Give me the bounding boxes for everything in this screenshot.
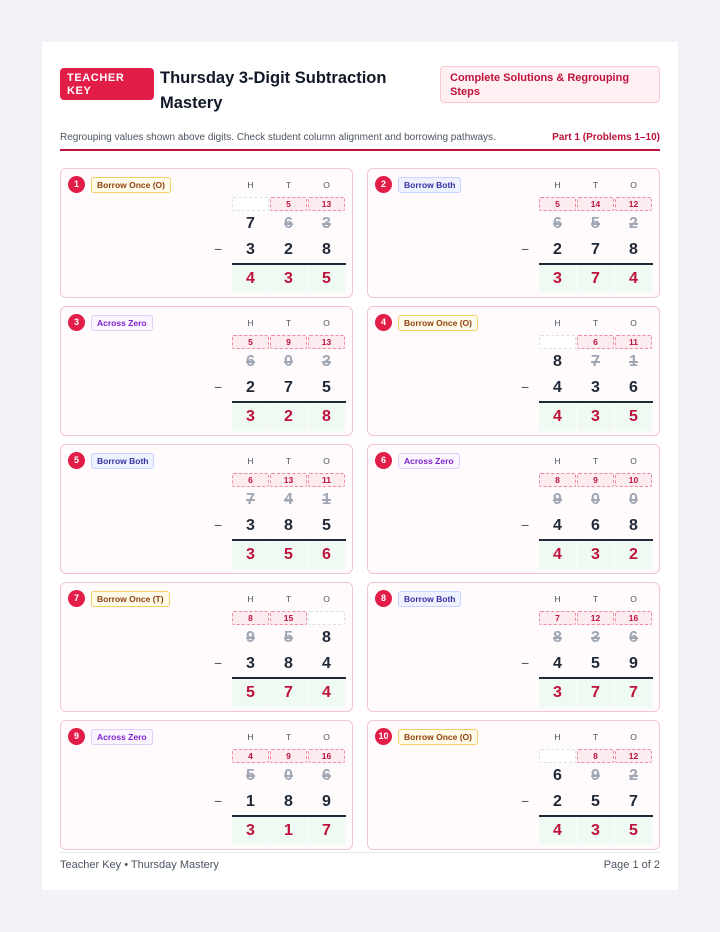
subtraction-problem <box>214 732 346 845</box>
minuend-digit: 8 <box>322 629 331 646</box>
answer-digit: 4 <box>232 265 269 293</box>
minus-sign: − <box>214 793 223 809</box>
answer-digit: 2 <box>615 541 652 569</box>
subtrahend-digit: 9 <box>322 793 331 810</box>
answer-digit: 3 <box>270 265 307 293</box>
strategy-tag: Across Zero <box>91 315 153 331</box>
minuend-digit: 5 <box>591 215 600 232</box>
column-label: O <box>323 456 330 466</box>
subtraction-problem <box>521 318 653 431</box>
subtrahend-digit: 1 <box>246 793 255 810</box>
answer-digit: 7 <box>577 265 614 293</box>
minus-sign: − <box>214 517 223 533</box>
regroup-value: 12 <box>615 197 652 211</box>
subtrahend-digit: 2 <box>553 793 562 810</box>
instructions-text: Regrouping values shown above digits. Check student column alignment and borrowing pathways. <box>60 132 496 143</box>
regroup-value: 8 <box>577 749 614 763</box>
minuend-digit: 0 <box>284 353 293 370</box>
minuend-digit: 6 <box>246 353 255 370</box>
subheader <box>60 132 660 151</box>
regroup-value: 7 <box>539 611 576 625</box>
answer-digit: 3 <box>232 817 269 845</box>
column-label: T <box>592 318 599 328</box>
subtrahend-digit: 7 <box>591 241 600 258</box>
problem-grid <box>60 168 660 850</box>
regroup-value: 9 <box>577 473 614 487</box>
subtraction-problem <box>214 594 346 707</box>
subtrahend-digit: 5 <box>322 379 331 396</box>
problem-number: 3 <box>68 314 85 331</box>
regroup-value: 4 <box>232 749 269 763</box>
subtraction-problem <box>521 180 653 293</box>
answer-digit: 3 <box>577 541 614 569</box>
subtraction-problem <box>521 456 653 569</box>
regroup-value: 16 <box>615 611 652 625</box>
subtraction-problem <box>214 456 346 569</box>
subtrahend-digit: 4 <box>553 655 562 672</box>
subtrahend-digit: 4 <box>322 655 331 672</box>
answer-digit: 7 <box>577 679 614 707</box>
answer-digit: 3 <box>577 403 614 431</box>
answer-digit: 3 <box>539 679 576 707</box>
subtrahend-digit: 3 <box>246 241 255 258</box>
minuend-digit: 9 <box>246 629 255 646</box>
minuend-digit: 8 <box>553 629 562 646</box>
subtrahend-digit: 8 <box>284 655 293 672</box>
column-label: O <box>323 318 330 328</box>
column-label: H <box>247 180 254 190</box>
regroup-value: 5 <box>539 197 576 211</box>
minuend-digit: 3 <box>322 353 331 370</box>
column-label: T <box>285 594 292 604</box>
problem-number: 1 <box>68 176 85 193</box>
strategy-tag: Across Zero <box>398 453 460 469</box>
column-label: T <box>285 180 292 190</box>
strategy-tag: Borrow Both <box>398 177 461 193</box>
minuend-digit: 8 <box>553 353 562 370</box>
column-label: O <box>630 456 637 466</box>
problem-card <box>367 720 660 850</box>
subtrahend-digit: 8 <box>284 793 293 810</box>
regroup-value <box>232 197 269 211</box>
column-label: H <box>554 318 561 328</box>
answer-digit: 4 <box>539 403 576 431</box>
minuend-digit: 9 <box>553 491 562 508</box>
subtrahend-digit: 8 <box>284 517 293 534</box>
column-label: T <box>285 456 292 466</box>
answer-digit: 3 <box>539 265 576 293</box>
subtrahend-digit: 7 <box>284 379 293 396</box>
subtrahend-digit: 2 <box>553 241 562 258</box>
column-label: O <box>323 180 330 190</box>
column-label: O <box>323 732 330 742</box>
problem-number: 4 <box>375 314 392 331</box>
minuend-digit: 5 <box>246 767 255 784</box>
regroup-value: 13 <box>308 197 345 211</box>
column-label: H <box>247 732 254 742</box>
regroup-value: 13 <box>270 473 307 487</box>
regroup-value: 8 <box>539 473 576 487</box>
regroup-value <box>539 335 576 349</box>
subtrahend-digit: 3 <box>246 517 255 534</box>
page-number: Page 1 of 2 <box>603 859 660 871</box>
subtrahend-digit: 3 <box>246 655 255 672</box>
column-label: H <box>247 594 254 604</box>
problem-card <box>60 168 353 298</box>
minuend-digit: 4 <box>284 491 293 508</box>
strategy-tag: Borrow Both <box>398 591 461 607</box>
regroup-value: 16 <box>308 749 345 763</box>
minus-sign: − <box>214 379 223 395</box>
problem-number: 10 <box>375 728 392 745</box>
strategy-tag: Borrow Both <box>91 453 154 469</box>
page-footer <box>60 852 660 871</box>
minuend-digit: 0 <box>284 767 293 784</box>
regroup-value: 8 <box>232 611 269 625</box>
column-label: O <box>323 594 330 604</box>
minuend-digit: 6 <box>322 767 331 784</box>
subtrahend-digit: 5 <box>591 655 600 672</box>
column-label: T <box>592 456 599 466</box>
regroup-value <box>308 611 345 625</box>
subtrahend-digit: 7 <box>629 793 638 810</box>
subtrahend-digit: 5 <box>591 793 600 810</box>
subtrahend-digit: 6 <box>591 517 600 534</box>
column-label: O <box>630 318 637 328</box>
minuend-digit: 0 <box>591 491 600 508</box>
problem-card <box>60 444 353 574</box>
minuend-digit: 7 <box>246 215 255 232</box>
regroup-value: 5 <box>270 197 307 211</box>
minuend-digit: 9 <box>591 767 600 784</box>
problem-number: 2 <box>375 176 392 193</box>
minus-sign: − <box>214 655 223 671</box>
problem-number: 5 <box>68 452 85 469</box>
regroup-value: 9 <box>270 335 307 349</box>
subtrahend-digit: 8 <box>322 241 331 258</box>
minuend-digit: 1 <box>322 491 331 508</box>
subtraction-problem <box>521 594 653 707</box>
minus-sign: − <box>521 655 530 671</box>
regroup-value: 12 <box>615 749 652 763</box>
minuend-digit: 2 <box>629 215 638 232</box>
minuend-digit: 6 <box>553 767 562 784</box>
minus-sign: − <box>521 517 530 533</box>
regroup-value: 9 <box>270 749 307 763</box>
problem-number: 8 <box>375 590 392 607</box>
regroup-value: 11 <box>308 473 345 487</box>
subtrahend-digit: 2 <box>246 379 255 396</box>
minuend-digit: 3 <box>591 629 600 646</box>
problem-card <box>60 582 353 712</box>
regroup-value: 6 <box>577 335 614 349</box>
column-label: H <box>247 318 254 328</box>
column-label: H <box>554 732 561 742</box>
minus-sign: − <box>521 379 530 395</box>
strategy-tag: Borrow Once (O) <box>398 729 478 745</box>
minus-sign: − <box>214 241 223 257</box>
answer-digit: 5 <box>308 265 345 293</box>
subtrahend-digit: 6 <box>629 379 638 396</box>
minuend-digit: 0 <box>629 491 638 508</box>
minuend-digit: 6 <box>629 629 638 646</box>
column-label: O <box>630 180 637 190</box>
answer-digit: 3 <box>232 541 269 569</box>
regroup-value: 6 <box>232 473 269 487</box>
answer-digit: 5 <box>270 541 307 569</box>
strategy-tag: Borrow Once (O) <box>398 315 478 331</box>
regroup-value: 12 <box>577 611 614 625</box>
strategy-tag: Borrow Once (T) <box>91 591 170 607</box>
solutions-callout: Complete Solutions & Regrouping Steps <box>440 66 660 103</box>
problem-number: 9 <box>68 728 85 745</box>
answer-digit: 8 <box>308 403 345 431</box>
minus-sign: − <box>521 241 530 257</box>
page-header <box>60 66 660 114</box>
subtrahend-digit: 4 <box>553 379 562 396</box>
subtraction-problem <box>214 318 346 431</box>
subtraction-problem <box>214 180 346 293</box>
answer-digit: 7 <box>270 679 307 707</box>
column-label: T <box>592 594 599 604</box>
column-label: O <box>630 732 637 742</box>
part-label: Part 1 (Problems 1–10) <box>552 132 660 143</box>
column-label: O <box>630 594 637 604</box>
column-label: T <box>285 318 292 328</box>
problem-number: 7 <box>68 590 85 607</box>
answer-digit: 4 <box>615 265 652 293</box>
column-label: H <box>247 456 254 466</box>
strategy-tag: Across Zero <box>91 729 153 745</box>
answer-digit: 7 <box>615 679 652 707</box>
column-label: T <box>592 180 599 190</box>
regroup-value <box>539 749 576 763</box>
footer-left: Teacher Key • Thursday Mastery <box>60 859 219 871</box>
minuend-digit: 7 <box>246 491 255 508</box>
answer-digit: 5 <box>232 679 269 707</box>
answer-digit: 5 <box>615 403 652 431</box>
answer-digit: 5 <box>615 817 652 845</box>
column-label: H <box>554 180 561 190</box>
problem-card <box>60 720 353 850</box>
minuend-digit: 2 <box>629 767 638 784</box>
column-label: T <box>285 732 292 742</box>
answer-digit: 2 <box>270 403 307 431</box>
regroup-value: 10 <box>615 473 652 487</box>
regroup-value: 13 <box>308 335 345 349</box>
subtrahend-digit: 2 <box>284 241 293 258</box>
page-title: Thursday 3-Digit Subtraction Mastery <box>160 69 387 112</box>
worksheet-page <box>42 42 678 890</box>
regroup-value: 15 <box>270 611 307 625</box>
subtrahend-digit: 4 <box>553 517 562 534</box>
answer-digit: 4 <box>539 541 576 569</box>
regroup-value: 14 <box>577 197 614 211</box>
subtrahend-digit: 8 <box>629 241 638 258</box>
answer-digit: 6 <box>308 541 345 569</box>
minuend-digit: 5 <box>284 629 293 646</box>
regroup-value: 5 <box>232 335 269 349</box>
minuend-digit: 3 <box>322 215 331 232</box>
column-label: H <box>554 594 561 604</box>
subtrahend-digit: 3 <box>591 379 600 396</box>
problem-card <box>367 582 660 712</box>
minuend-digit: 6 <box>553 215 562 232</box>
minuend-digit: 7 <box>591 353 600 370</box>
problem-card <box>367 306 660 436</box>
subtrahend-digit: 5 <box>322 517 331 534</box>
answer-digit: 1 <box>270 817 307 845</box>
answer-digit: 3 <box>577 817 614 845</box>
answer-digit: 4 <box>539 817 576 845</box>
problem-card <box>367 444 660 574</box>
problem-number: 6 <box>375 452 392 469</box>
answer-digit: 7 <box>308 817 345 845</box>
answer-digit: 3 <box>232 403 269 431</box>
minuend-digit: 1 <box>629 353 638 370</box>
problem-card <box>60 306 353 436</box>
subtraction-problem <box>521 732 653 845</box>
subtrahend-digit: 9 <box>629 655 638 672</box>
problem-card <box>367 168 660 298</box>
teacher-key-badge: TEACHER KEY <box>60 68 154 100</box>
column-label: T <box>592 732 599 742</box>
minuend-digit: 6 <box>284 215 293 232</box>
answer-digit: 4 <box>308 679 345 707</box>
minus-sign: − <box>521 793 530 809</box>
strategy-tag: Borrow Once (O) <box>91 177 171 193</box>
subtrahend-digit: 8 <box>629 517 638 534</box>
column-label: H <box>554 456 561 466</box>
regroup-value: 11 <box>615 335 652 349</box>
